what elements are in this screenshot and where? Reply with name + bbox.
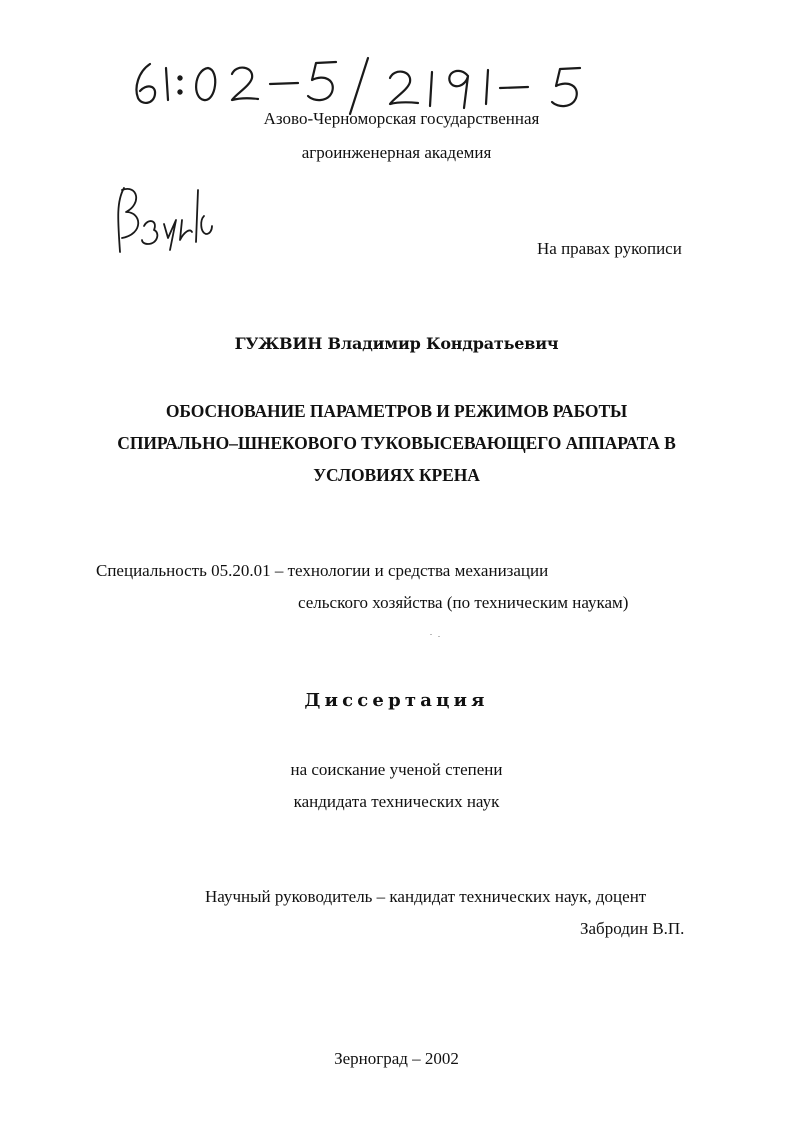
- degree-line1: на соискание ученой степени: [290, 760, 503, 779]
- scan-speck: [438, 636, 440, 637]
- manuscript-rights-note: На правах рукописи: [537, 239, 682, 258]
- supervisor-name: Забродин В.П.: [580, 919, 685, 938]
- thesis-title-line2: СПИРАЛЬНО–ШНЕКОВОГО ТУКОВЫСЕВАЮЩЕГО АППАРАТА В: [117, 433, 676, 453]
- degree-line2: кандидата технических наук: [293, 792, 500, 811]
- handwritten-archive-code: [128, 54, 598, 116]
- thesis-title-line1: ОБОСНОВАНИЕ ПАРАМЕТРОВ И РЕЖИМОВ РАБОТЫ: [165, 401, 628, 421]
- institution-name-line1: Азово-Черноморская государственная: [263, 109, 540, 128]
- document-type: Диссертация: [304, 690, 489, 711]
- specialty-line2: сельского хозяйства (по техническим наукам): [298, 593, 629, 612]
- supervisor-line1: Научный руководитель – кандидат технических наук, доцент: [205, 887, 647, 906]
- city-and-year: Зерноград – 2002: [334, 1049, 459, 1068]
- institution-name-line2: агроинженерная академия: [301, 143, 492, 162]
- handwritten-initials: [108, 182, 218, 262]
- specialty-line1: Специальность 05.20.01 – технологии и средства механизации: [96, 561, 549, 580]
- author-name: ГУЖВИН Владимир Кондратьевич: [234, 334, 559, 353]
- thesis-title-line3: УСЛОВИЯХ КРЕНА: [313, 465, 480, 485]
- scan-speck: [430, 634, 432, 635]
